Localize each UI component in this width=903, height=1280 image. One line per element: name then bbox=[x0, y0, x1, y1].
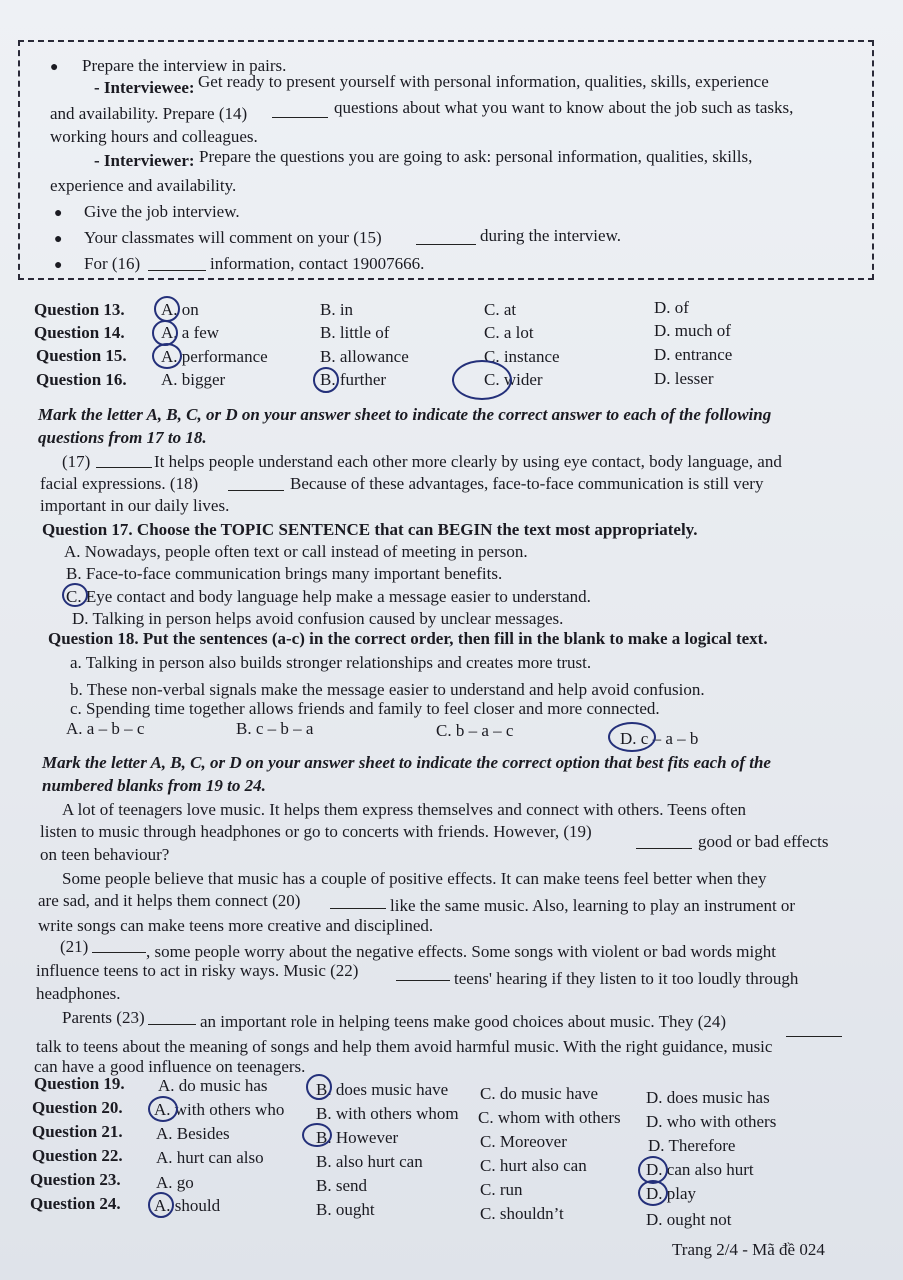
option-a[interactable]: A. Besides bbox=[156, 1124, 230, 1143]
option-b[interactable]: B. in bbox=[320, 300, 354, 319]
answer-mark-circle bbox=[638, 1180, 668, 1206]
question-label: Question 13. bbox=[34, 300, 125, 319]
passage-17-l2b: Because of these advantages, face-to-face communication is still very bbox=[290, 474, 764, 493]
sentence-c: c. Spending time together allows friends and family to feel closer and more connected. bbox=[70, 699, 660, 718]
answer-mark-circle bbox=[452, 360, 512, 400]
box-bullet-2: Give the job interview. bbox=[84, 202, 240, 221]
option-a[interactable]: A. should bbox=[154, 1196, 221, 1215]
blank-24 bbox=[786, 1036, 842, 1037]
instruction-19-24-line2: numbered blanks from 19 to 24. bbox=[42, 776, 266, 795]
option-a[interactable]: A. go bbox=[156, 1173, 194, 1192]
option-d[interactable]: D. of bbox=[654, 298, 689, 317]
passage-17-l2a: facial expressions. (18) bbox=[40, 474, 199, 493]
question-label: Question 20. bbox=[32, 1098, 123, 1117]
option-a[interactable]: A. bigger bbox=[161, 370, 226, 389]
passage-p2-l2b: like the same music. Also, learning to play an instrument or bbox=[390, 896, 796, 915]
answer-mark-circle bbox=[302, 1123, 332, 1147]
passage-p2-l2a: are sad, and it helps them connect (20) bbox=[38, 891, 301, 910]
box-bullet-3a: Your classmates will comment on your (15) bbox=[84, 228, 382, 247]
passage-p3-l1a: (21) bbox=[60, 937, 89, 956]
option-d[interactable]: D. ought not bbox=[646, 1210, 732, 1229]
option-c[interactable]: C. instance bbox=[484, 347, 560, 366]
option-a[interactable]: A. with others who bbox=[154, 1100, 285, 1119]
option-d[interactable]: D. Therefore bbox=[648, 1136, 736, 1155]
option-b[interactable]: B. Face-to-face communication brings many important benefits. bbox=[66, 564, 503, 583]
option-a[interactable]: A. Nowadays, people often text or call instead of meeting in person. bbox=[64, 542, 528, 561]
box-bullet-4b: information, contact 19007666. bbox=[210, 254, 425, 273]
bullet-icon: ● bbox=[54, 258, 63, 273]
option-d[interactable]: D. much of bbox=[654, 321, 731, 340]
instruction-17-18-line2: questions from 17 to 18. bbox=[38, 428, 207, 447]
option-d[interactable]: D. play bbox=[646, 1184, 697, 1203]
passage-p1-l3: on teen behaviour? bbox=[40, 845, 170, 864]
page-footer: Trang 2/4 - Mã đề 024 bbox=[672, 1240, 825, 1259]
blank-23 bbox=[148, 1024, 196, 1025]
passage-p3-l3: headphones. bbox=[36, 984, 121, 1003]
blank-22 bbox=[396, 980, 450, 981]
option-c[interactable]: C. a lot bbox=[484, 323, 534, 342]
option-c[interactable]: C. shouldn’t bbox=[480, 1204, 564, 1223]
option-b[interactable]: B. ought bbox=[316, 1200, 375, 1219]
option-d[interactable]: D. does music has bbox=[646, 1088, 770, 1107]
question-label: Question 14. bbox=[34, 323, 125, 342]
passage-17-l1a: (17) bbox=[62, 452, 91, 471]
option-b[interactable]: B. little of bbox=[320, 323, 390, 342]
answer-mark-circle bbox=[62, 583, 88, 607]
passage-p3-l1b: , some people worry about the negative effects. Some songs with violent or bad words might bbox=[146, 942, 776, 961]
passage-p3-l2b: teens' hearing if they listen to it too loudly through bbox=[454, 969, 799, 988]
option-d[interactable]: D. can also hurt bbox=[646, 1160, 754, 1179]
bullet-icon: ● bbox=[50, 60, 59, 75]
answer-mark-circle bbox=[148, 1192, 174, 1218]
option-c[interactable]: C. Eye contact and body language help make a message easier to understand. bbox=[66, 587, 591, 606]
blank-18 bbox=[228, 490, 284, 491]
answer-mark-circle bbox=[306, 1074, 332, 1100]
option-c[interactable]: C. wider bbox=[484, 370, 543, 389]
passage-p4-l3: can have a good influence on teenagers. bbox=[34, 1057, 306, 1076]
answer-mark-circle bbox=[313, 367, 339, 393]
sentence-a: a. Talking in person also builds stronger relationships and creates more trust. bbox=[70, 653, 592, 672]
answer-mark-circle bbox=[154, 296, 180, 322]
option-c[interactable]: C. at bbox=[484, 300, 517, 319]
blank-17 bbox=[96, 467, 152, 468]
blank-20 bbox=[330, 908, 386, 909]
option-c[interactable]: C. whom with others bbox=[478, 1108, 621, 1127]
option-b[interactable]: B. send bbox=[316, 1176, 367, 1195]
option-c[interactable]: C. hurt also can bbox=[480, 1156, 587, 1175]
interviewer-label: - Interviewer: bbox=[94, 151, 195, 170]
interviewee-text-b1: and availability. Prepare (14) bbox=[50, 104, 248, 123]
question-label: Question 22. bbox=[32, 1146, 123, 1165]
option-a[interactable]: A. do music has bbox=[158, 1076, 268, 1095]
option-d[interactable]: D. lesser bbox=[654, 369, 714, 388]
question-label: Question 16. bbox=[36, 370, 127, 389]
option-a[interactable]: A. a few bbox=[161, 323, 220, 342]
option-d[interactable]: D. entrance bbox=[654, 345, 733, 364]
box-bullet-3b: during the interview. bbox=[480, 226, 621, 245]
passage-p2-l1: Some people believe that music has a couple of positive effects. It can make teens feel better when they bbox=[62, 869, 767, 888]
option-d[interactable]: D. c – a – b bbox=[620, 729, 699, 748]
interviewee-text-a: Get ready to present yourself with personal information, qualities, skills, experience bbox=[198, 72, 769, 91]
option-b[interactable]: B. also hurt can bbox=[316, 1152, 423, 1171]
option-c[interactable]: C. do music have bbox=[480, 1084, 599, 1103]
passage-p1-l2a: listen to music through headphones or go to concerts with friends. However, (19) bbox=[40, 822, 592, 841]
passage-17-l3: important in our daily lives. bbox=[40, 496, 230, 515]
blank-16 bbox=[148, 270, 206, 271]
bullet-icon: ● bbox=[54, 232, 63, 247]
box-bullet-1: Prepare the interview in pairs. bbox=[82, 56, 287, 75]
option-a[interactable]: A. hurt can also bbox=[156, 1148, 264, 1167]
option-b[interactable]: B. with others whom bbox=[316, 1104, 459, 1123]
option-d[interactable]: D. who with others bbox=[646, 1112, 777, 1131]
option-c[interactable]: C. Moreover bbox=[480, 1132, 567, 1151]
instruction-17-18-line1: Mark the letter A, B, C, or D on your answer sheet to indicate the correct answer to each of the following bbox=[38, 405, 772, 424]
interviewee-text-b2: questions about what you want to know about the job such as tasks, bbox=[334, 98, 794, 117]
interviewee-text-c: working hours and colleagues. bbox=[50, 127, 258, 146]
passage-p3-l2a: influence teens to act in risky ways. Music (22) bbox=[36, 961, 359, 980]
answer-mark-circle bbox=[152, 343, 182, 369]
passage-p2-l3: write songs can make teens more creative and disciplined. bbox=[38, 916, 434, 935]
bullet-icon: ● bbox=[54, 206, 63, 221]
answer-mark-circle bbox=[148, 1096, 178, 1122]
question-label: Question 21. bbox=[32, 1122, 123, 1141]
interviewee-label: - Interviewee: bbox=[94, 78, 195, 97]
option-b[interactable]: B. does music have bbox=[316, 1080, 449, 1099]
option-a[interactable]: A. performance bbox=[161, 347, 268, 366]
sentence-b: b. These non-verbal signals make the message easier to understand and help avoid confusion. bbox=[70, 680, 705, 699]
interviewer-text-a: Prepare the questions you are going to ask: personal information, qualities, skills, bbox=[199, 147, 753, 166]
passage-p1-l1: A lot of teenagers love music. It helps them express themselves and connect with others. Teens often bbox=[62, 800, 746, 819]
question-label: Question 15. bbox=[36, 346, 127, 365]
question-17-stem: Question 17. Choose the TOPIC SENTENCE that can BEGIN the text most appropriately. bbox=[42, 520, 698, 539]
option-a[interactable]: A. on bbox=[161, 300, 199, 319]
passage-p1-l2b: good or bad effects bbox=[698, 832, 829, 851]
question-label: Question 19. bbox=[34, 1074, 125, 1093]
option-a[interactable]: A. a – b – c bbox=[66, 719, 145, 738]
passage-p4-l1b: an important role in helping teens make good choices about music. They (24) bbox=[200, 1012, 727, 1031]
blank-19 bbox=[636, 848, 692, 849]
answer-mark-circle bbox=[608, 722, 656, 752]
passage-p4-l1a: Parents (23) bbox=[62, 1008, 145, 1027]
question-label: Question 23. bbox=[30, 1170, 121, 1189]
option-d[interactable]: D. Talking in person helps avoid confusion caused by unclear messages. bbox=[72, 609, 564, 628]
blank-21 bbox=[92, 952, 146, 953]
blank-14 bbox=[272, 117, 328, 118]
passage-17-l1b: It helps people understand each other more clearly by using eye contact, body language, and bbox=[154, 452, 782, 471]
option-b[interactable]: B. However bbox=[316, 1128, 399, 1147]
option-c[interactable]: C. b – a – c bbox=[436, 721, 514, 740]
instruction-19-24-line1: Mark the letter A, B, C, or D on your answer sheet to indicate the correct option that best fits each of the bbox=[42, 753, 771, 772]
interviewer-text-b: experience and availability. bbox=[50, 176, 237, 195]
passage-p4-l2: talk to teens about the meaning of songs and help them avoid harmful music. With the right guidance, music bbox=[36, 1037, 773, 1056]
option-b[interactable]: B. allowance bbox=[320, 347, 409, 366]
blank-15 bbox=[416, 244, 476, 245]
option-c[interactable]: C. run bbox=[480, 1180, 523, 1199]
question-18-stem: Question 18. Put the sentences (a-c) in the correct order, then fill in the blank to make a logical text. bbox=[48, 629, 768, 648]
option-b[interactable]: B. further bbox=[320, 370, 387, 389]
option-b[interactable]: B. c – b – a bbox=[236, 719, 314, 738]
box-bullet-4a: For (16) bbox=[84, 254, 141, 273]
question-label: Question 24. bbox=[30, 1194, 121, 1213]
